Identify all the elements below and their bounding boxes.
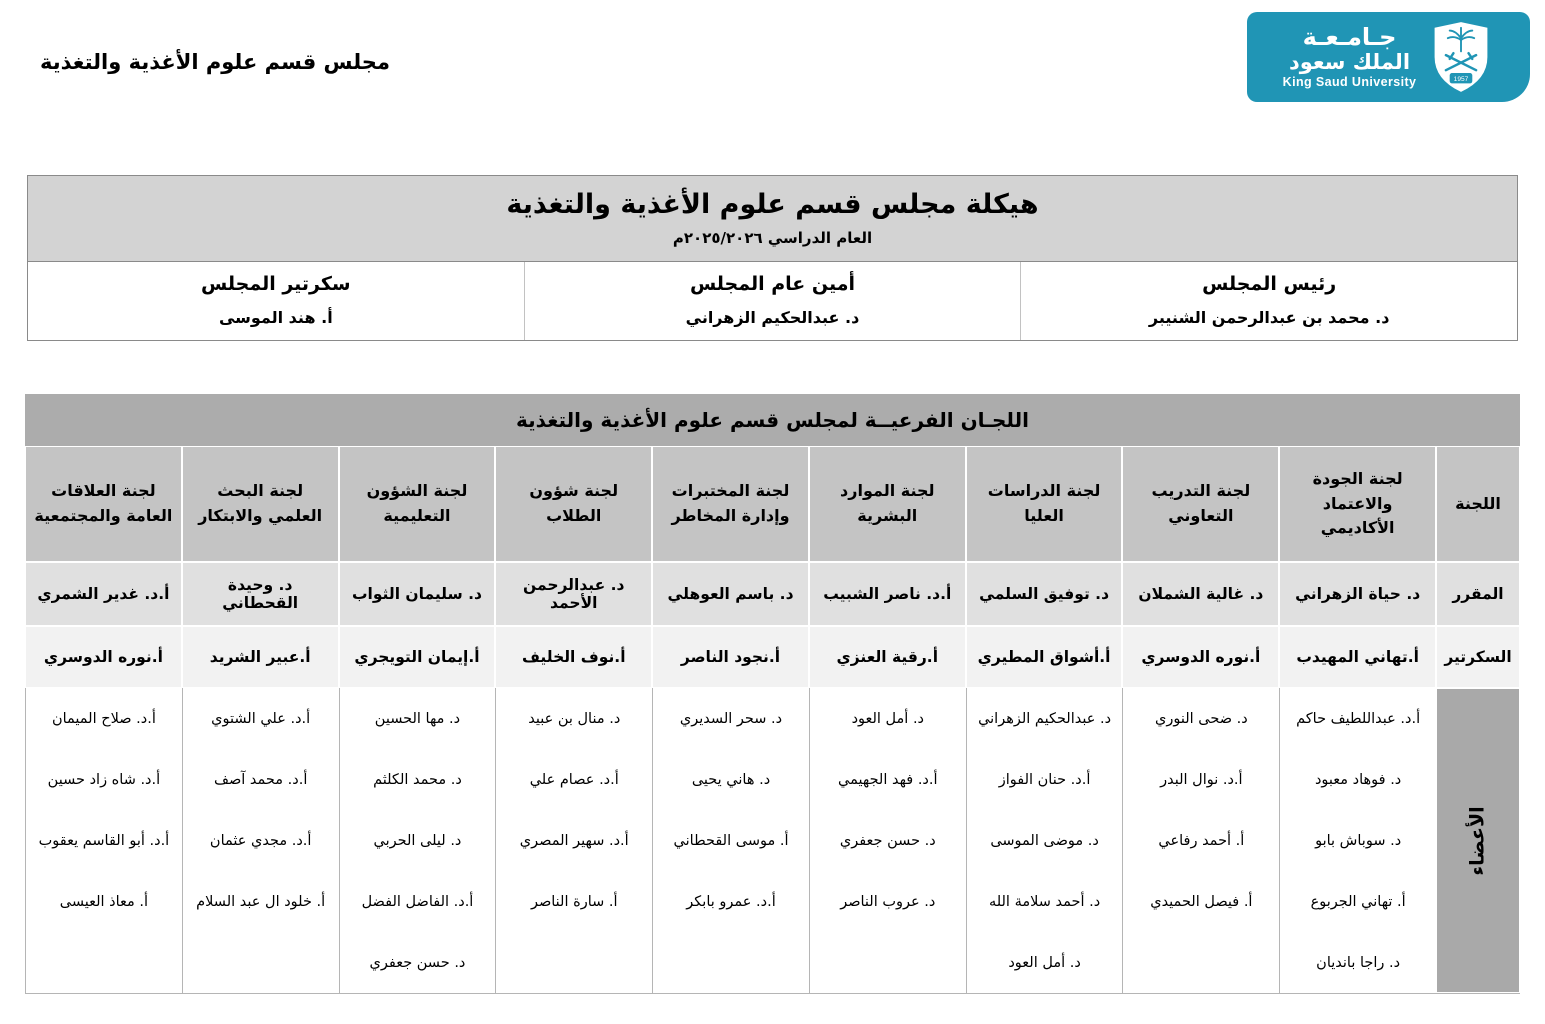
rapporteur-row xyxy=(25,562,1520,626)
member-name: أ.د. عمرو بابكر xyxy=(686,893,776,910)
committee-name-cell: لجنة التدريب التعاوني xyxy=(1122,446,1279,562)
member-name: د. ضحى النوري xyxy=(1154,710,1248,727)
rapporteur-name-cell: د. غالية الشملان xyxy=(1122,562,1279,626)
member-name: أ.د. عصام علي xyxy=(529,771,619,788)
member-name: أ.د. مجدي عثمان xyxy=(209,832,312,849)
member-name: أ. موسى القحطاني xyxy=(673,832,789,849)
member-name: د. ليلى الحربي xyxy=(373,832,462,849)
logo-english-name: King Saud University xyxy=(1282,74,1417,89)
page-header xyxy=(0,0,1545,160)
member-name: أ.د. فهد الجهيمي xyxy=(838,771,938,788)
structure-table-title: هيكلة مجلس قسم علوم الأغذية والتغذية xyxy=(506,189,1039,220)
rapporteur-name-cell: د. حياة الزهراني xyxy=(1279,562,1436,626)
role-label: سكرتير المجلس xyxy=(201,273,351,295)
rapporteur-name-cell: د. باسم العوهلي xyxy=(652,562,809,626)
role-name: أ. هند الموسى xyxy=(218,308,333,327)
member-name: د. محمد الكلثم xyxy=(373,771,462,788)
council-secretary-column xyxy=(28,262,524,340)
role-name: د. عبدالحكيم الزهراني xyxy=(685,308,860,327)
logo-year: 1957 xyxy=(1454,76,1469,84)
member-name xyxy=(496,932,652,993)
committee-header-row xyxy=(25,446,1520,562)
member-name: أ.د. سهير المصري xyxy=(519,832,629,849)
member-name: د. فوهاد معبود xyxy=(1314,771,1402,788)
member-name: د. عروب الناصر xyxy=(840,893,936,910)
secretary-row xyxy=(25,626,1520,688)
secretary-name-cell: أ.عبير الشريد xyxy=(182,626,339,688)
logo-text xyxy=(1283,25,1417,88)
member-name: د. موضى الموسى xyxy=(990,832,1099,849)
secretary-name-cell: أ.إيمان التويجري xyxy=(339,626,496,688)
member-column xyxy=(966,688,1123,993)
structure-table xyxy=(27,175,1518,341)
secretary-name-cell: أ.رقية العنزي xyxy=(809,626,966,688)
member-name: أ.د. صلاح الميمان xyxy=(51,710,156,727)
member-name: أ.د. أبو القاسم يعقوب xyxy=(38,832,170,849)
committees-table-title: اللجـان الفرعيــة لمجلس قسم علوم الأغذية والتغذية xyxy=(25,394,1520,446)
rapporteur-name-cell: أ.د. ناصر الشبيب xyxy=(809,562,966,626)
members-label-text: الأعضاء xyxy=(1467,805,1489,876)
member-name: أ. تهاني الجربوع xyxy=(1310,893,1406,910)
member-name xyxy=(653,932,809,993)
committee-name-cell: لجنة البحث العلمي والابتكار xyxy=(182,446,339,562)
secretary-name-cell: أ.نوره الدوسري xyxy=(25,626,182,688)
member-column xyxy=(339,688,496,993)
member-name: د. حسن جعفري xyxy=(839,832,936,849)
role-label: أمين عام المجلس xyxy=(689,273,856,295)
structure-table-row xyxy=(28,262,1517,340)
member-name xyxy=(1123,932,1279,993)
logo-arabic-line1: جـامـعـة xyxy=(1302,23,1397,52)
committee-name-cell: لجنة الدراسات العليا xyxy=(966,446,1123,562)
member-name: د. حسن جعفري xyxy=(369,954,466,971)
committee-name-cell: لجنة الموارد البشرية xyxy=(809,446,966,562)
member-name: د. مها الحسين xyxy=(374,710,461,727)
committee-label-cell: اللجنة xyxy=(1436,446,1520,562)
rapporteur-name-cell: د. وحيدة القحطاني xyxy=(182,562,339,626)
committees-table xyxy=(25,394,1520,994)
member-name: أ.د. حنان الفواز xyxy=(998,771,1091,788)
member-name: أ.د. شاه زاد حسين xyxy=(47,771,161,788)
member-name: د. سوباش بابو xyxy=(1315,832,1402,849)
member-column xyxy=(495,688,652,993)
member-name: أ. خلود ال عبد السلام xyxy=(196,893,326,910)
structure-table-subtitle: العام الدراسي ٢٠٢٥/٢٠٢٦م xyxy=(672,229,873,247)
member-column xyxy=(182,688,339,993)
role-label: رئيس المجلس xyxy=(1202,273,1337,295)
ksu-logo xyxy=(1247,12,1530,102)
secretary-name-cell: أ.نوف الخليف xyxy=(495,626,652,688)
secretary-name-cell: أ.نوره الدوسري xyxy=(1122,626,1279,688)
member-name: أ.د. علي الشتوي xyxy=(211,710,311,727)
member-name: د. أحمد سلامة الله xyxy=(988,893,1101,910)
members-label-cell xyxy=(1436,688,1520,993)
council-president-column xyxy=(1020,262,1517,340)
member-name: أ. سارة الناصر xyxy=(530,893,618,910)
member-name: د. أمل العود xyxy=(1008,954,1081,971)
member-name: أ. فيصل الحميدي xyxy=(1150,893,1253,910)
member-name: أ.د. محمد آصف xyxy=(213,771,308,788)
role-name: د. محمد بن عبدالرحمن الشنيبر xyxy=(1148,308,1390,327)
committee-name-cell: لجنة العلاقات العامة والمجتمعية xyxy=(25,446,182,562)
logo-arabic-line2: الملك سعود xyxy=(1288,49,1411,74)
member-name: أ.د. عبداللطيف حاكم xyxy=(1296,710,1421,727)
rapporteur-name-cell: أ.د. غدير الشمري xyxy=(25,562,182,626)
member-name: د. هاني يحيى xyxy=(691,771,771,788)
secretary-name-cell: أ.تهاني المهيدب xyxy=(1279,626,1436,688)
member-column xyxy=(809,688,966,993)
committee-name-cell: لجنة الشؤون التعليمية xyxy=(339,446,496,562)
member-column xyxy=(25,688,182,993)
member-column xyxy=(652,688,809,993)
rapporteur-name-cell: د. سليمان الثواب xyxy=(339,562,496,626)
member-name: أ.د. نوال البدر xyxy=(1160,771,1243,788)
member-name: أ. أحمد رفاعي xyxy=(1158,832,1245,849)
member-name xyxy=(810,932,966,993)
secretary-name-cell: أ.أشواق المطيري xyxy=(966,626,1123,688)
structure-table-title-block xyxy=(28,176,1517,262)
committee-name-cell: لجنة الجودة والاعتماد الأكاديمي xyxy=(1279,446,1436,562)
member-name: أ.د. الفاضل الفضل xyxy=(361,893,474,910)
ksu-shield-icon xyxy=(1428,20,1494,94)
rapporteur-name-cell: د. عبدالرحمن الأحمد xyxy=(495,562,652,626)
member-name: د. سحر السديري xyxy=(679,710,783,727)
rapporteur-name-cell: د. توفيق السلمي xyxy=(966,562,1123,626)
secretary-label-cell: السكرتير xyxy=(1436,626,1520,688)
member-name xyxy=(26,932,182,993)
member-column xyxy=(1279,688,1436,993)
member-name: د. عبدالحكيم الزهراني xyxy=(978,710,1112,727)
secretary-general-column xyxy=(524,262,1021,340)
member-name: د. أمل العود xyxy=(851,710,925,727)
member-column xyxy=(1122,688,1279,993)
member-name: د. راجا بانديان xyxy=(1316,954,1401,971)
members-row xyxy=(25,688,1520,994)
rapporteur-label-cell: المقرر xyxy=(1436,562,1520,626)
member-name: أ. معاذ العيسى xyxy=(59,893,149,910)
secretary-name-cell: أ.نجود الناصر xyxy=(652,626,809,688)
member-name: د. منال بن عبيد xyxy=(528,710,621,727)
member-name xyxy=(183,932,339,993)
committee-name-cell: لجنة شؤون الطلاب xyxy=(495,446,652,562)
committee-name-cell: لجنة المختبرات وإدارة المخاطر xyxy=(652,446,809,562)
page-title: مجلس قسم علوم الأغذية والتغذية xyxy=(40,50,390,74)
